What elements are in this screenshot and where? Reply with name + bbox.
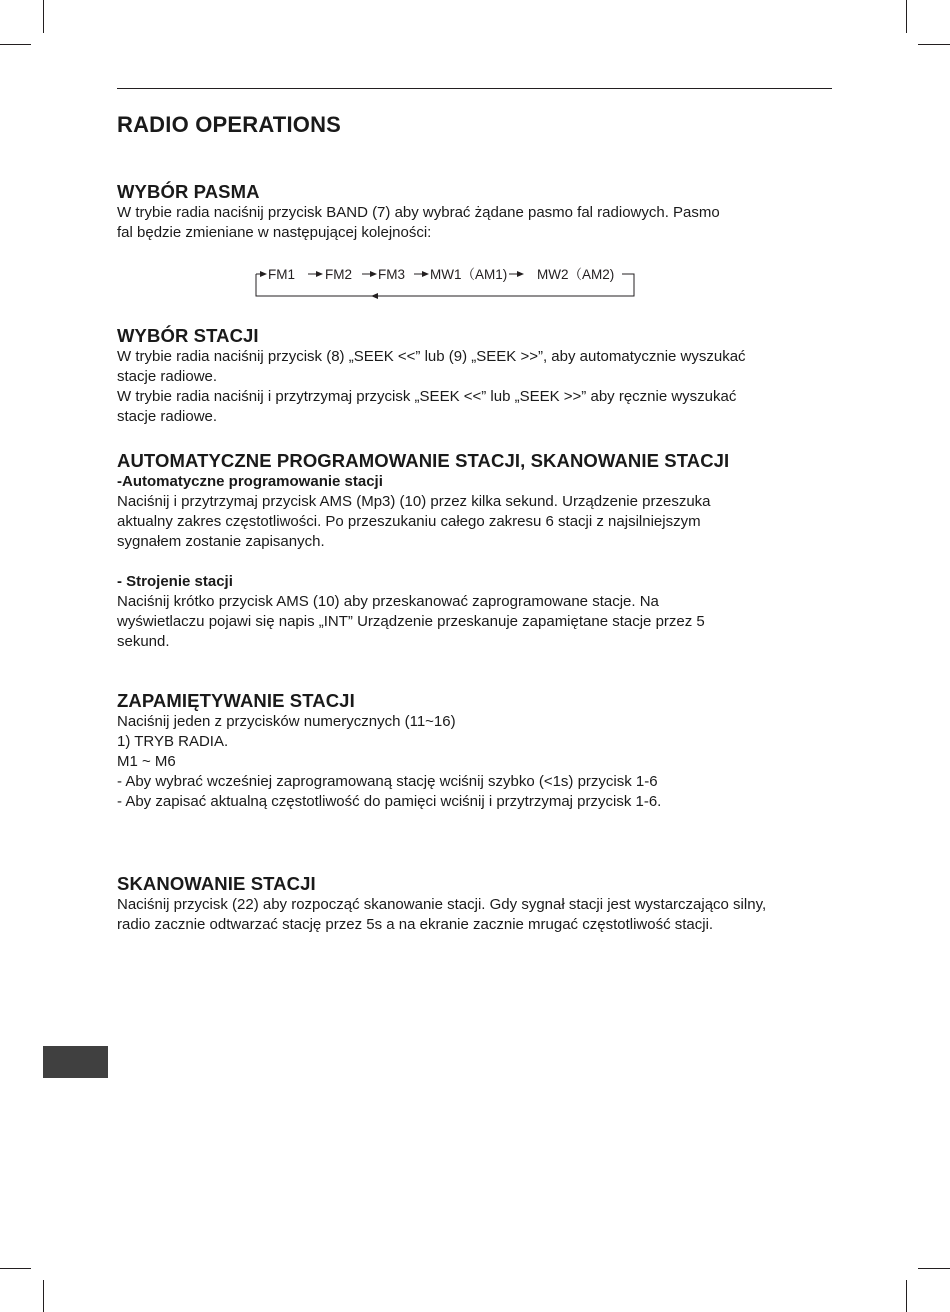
tuning-line: sekund. — [117, 633, 170, 650]
crop-mark — [43, 1280, 44, 1312]
station-line: stacje radiowe. — [117, 408, 218, 425]
header-rule — [117, 88, 832, 89]
crop-mark — [43, 0, 44, 33]
section-scan — [117, 873, 847, 935]
scan-line: radio zacznie odtwarzać stację przez 5s a na ekranie zacznie mrugać częstotliwość stacji. — [117, 916, 714, 933]
band-line: W trybie radia naciśnij przycisk BAND (7) aby wybrać żądane pasmo fal radiowych. Pasmo — [117, 204, 720, 221]
auto-line: sygnałem zostanie zapisanych. — [117, 533, 325, 550]
crop-mark — [0, 44, 31, 45]
sequence-item-fm1: FM1 — [268, 267, 295, 282]
auto-subheading: -Automatyczne programowanie stacji — [117, 473, 383, 490]
memory-line: - Aby zapisać aktualną częstotliwość do pamięci wciśnij i przytrzymaj przycisk 1-6. — [117, 793, 662, 810]
memory-line: 1) TRYB RADIA. — [117, 733, 229, 750]
crop-mark — [906, 1280, 907, 1312]
scan-line: Naciśnij przycisk (22) aby rozpocząć skanowanie stacji. Gdy sygnał stacji jest wystarczająco silny, — [117, 896, 767, 913]
band-heading: WYBÓR PASMA — [117, 181, 260, 202]
station-line: stacje radiowe. — [117, 368, 218, 385]
sequence-item-fm3: FM3 — [378, 267, 405, 282]
memory-line: - Aby wybrać wcześniej zaprogramowaną stację wciśnij szybko (<1s) przycisk 1-6 — [117, 773, 658, 790]
tuning-line: Naciśnij krótko przycisk AMS (10) aby przeskanować zaprogramowane stacje. Na — [117, 593, 659, 610]
memory-line: M1 ~ M6 — [117, 753, 176, 770]
auto-heading: AUTOMATYCZNE PROGRAMOWANIE STACJI, SKANOWANIE STACJI — [117, 450, 730, 471]
band-line: fal będzie zmieniane w następującej kolejności: — [117, 224, 432, 241]
section-band — [117, 181, 837, 243]
station-line: W trybie radia naciśnij i przytrzymaj przycisk „SEEK <<” lub „SEEK >>” aby ręcznie wyszukać — [117, 388, 737, 405]
memory-heading: ZAPAMIĘTYWANIE STACJI — [117, 690, 355, 711]
auto-line: Naciśnij i przytrzymaj przycisk AMS (Mp3) (10) przez kilka sekund. Urządzenie przeszuka — [117, 493, 711, 510]
scan-heading: SKANOWANIE STACJI — [117, 873, 316, 894]
crop-mark — [918, 44, 950, 45]
auto-line: aktualny zakres częstotliwości. Po przeszukaniu całego zakresu 6 stacji z najsilniejszym — [117, 513, 701, 530]
band-sequence-diagram — [252, 262, 642, 302]
sequence-item-fm2: FM2 — [325, 267, 352, 282]
page-title: RADIO OPERATIONS — [117, 112, 342, 137]
crop-mark — [918, 1268, 950, 1269]
memory-line: Naciśnij jeden z przycisków numerycznych (11~16) — [117, 713, 456, 730]
crop-mark — [0, 1268, 31, 1269]
section-auto — [117, 450, 837, 652]
tuning-line: wyświetlaczu pojawi się napis „INT” Urządzenie przeskanuje zapamiętane stacje przez 5 — [117, 613, 705, 630]
crop-mark — [906, 0, 907, 33]
tuning-subheading: - Strojenie stacji — [117, 573, 233, 590]
sequence-item-mw1: MW1（AM1) — [430, 267, 508, 282]
section-station — [117, 325, 837, 427]
station-heading: WYBÓR STACJI — [117, 325, 259, 346]
page-tab-marker — [43, 1046, 108, 1078]
sequence-item-mw2: MW2（AM2) — [537, 267, 615, 282]
section-memory — [117, 690, 837, 812]
station-line: W trybie radia naciśnij przycisk (8) „SEEK <<” lub (9) „SEEK >>”, aby automatycznie wyszukać — [117, 348, 746, 365]
